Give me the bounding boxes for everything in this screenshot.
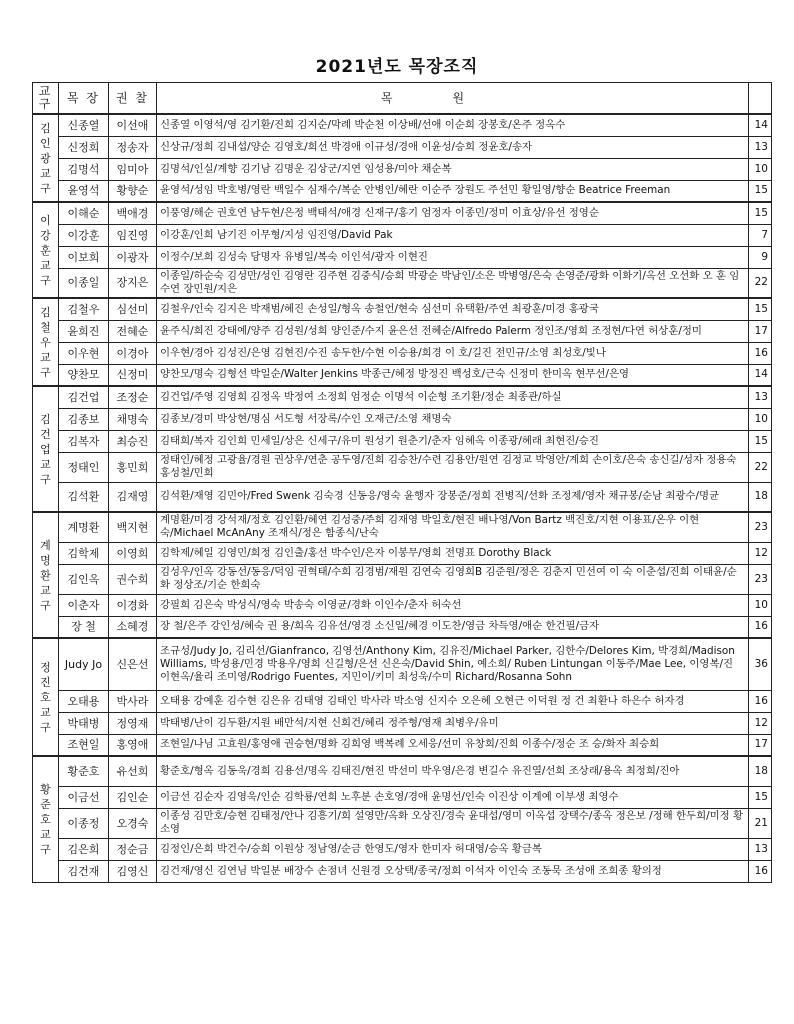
members-cell: 김건업/주영 김영희 김정옥 박정여 소정희 엄정순 이명석 이순형 조기환/정순 최종관/하실	[157, 386, 749, 408]
members-cell: 이풍영/해순 권호연 남두현/은정 백태석/애경 신재구/홍기 엄정자 이종민/정미 이효상/유선 정영순	[157, 202, 749, 224]
elder-cell: 정송자	[109, 136, 157, 158]
table-row	[33, 616, 772, 638]
district-name	[33, 638, 59, 756]
members-cell: 정태인/혜정 고광율/경원 권상우/연춘 공두영/진희 김승찬/수련 김용안/원연 김정교 박영안/계희 손이호/은숙 송신길/성자 정용숙 홍성철/민희	[157, 452, 749, 482]
members-cell: 조현일/나님 고효원/홍영애 권승현/명화 김희영 백복례 오세응/선미 유창희/진희 이종수/정순 조 승/화자 최승희	[157, 734, 749, 756]
elder-cell: 정순금	[109, 838, 157, 860]
elder-cell: 권수희	[109, 564, 157, 594]
table-row	[33, 180, 772, 202]
elder-cell: 조정순	[109, 386, 157, 408]
count-cell: 17	[749, 734, 772, 756]
members-cell: 이강훈/인희 남기진 이무형/지성 임진영/David Pak	[157, 224, 749, 246]
elder-cell: 심선미	[109, 298, 157, 320]
pastor-cell: 이강훈	[59, 224, 109, 246]
district-name	[33, 298, 59, 386]
header-row	[33, 83, 772, 115]
header-district: 교구	[33, 83, 59, 115]
table-row	[33, 364, 772, 386]
count-cell: 10	[749, 594, 772, 616]
count-cell: 13	[749, 838, 772, 860]
elder-cell: 임진영	[109, 224, 157, 246]
table-row	[33, 136, 772, 158]
table-row	[33, 860, 772, 882]
district-label: 계명환 교구	[40, 538, 51, 612]
table-row	[33, 638, 772, 690]
district-label: 김철우 교구	[40, 305, 51, 379]
pastor-cell: 김석환	[59, 482, 109, 512]
district-label: 황준호 교구	[40, 782, 51, 856]
members-cell: 양찬모/명숙 김형선 박일순/Walter Jenkins 박종근/혜정 방정진 백성호/근숙 신정미 한미옥 현무선/은영	[157, 364, 749, 386]
elder-cell: 이영희	[109, 542, 157, 564]
elder-cell: 장지은	[109, 268, 157, 298]
pastor-cell: 신정희	[59, 136, 109, 158]
pastor-cell: 이금선	[59, 786, 109, 808]
district-label: 김건업 교구	[40, 412, 51, 486]
members-cell: 김종보/경미 박상현/명심 서도형 서장록/수인 오재근/소영 채명숙	[157, 408, 749, 430]
pastor-cell: 박태병	[59, 712, 109, 734]
pastor-cell: Judy Jo	[59, 638, 109, 690]
table-row	[33, 298, 772, 320]
elder-cell: 신은선	[109, 638, 157, 690]
pastor-cell: 이종일	[59, 268, 109, 298]
members-cell: 윤영석/성임 박호병/영란 백일수 심재수/복순 안병인/혜란 이순주 장원도 주선민 황일영/향순 Beatrice Freeman	[157, 180, 749, 202]
count-cell: 23	[749, 564, 772, 594]
elder-cell: 이경아	[109, 342, 157, 364]
pastor-cell: 김철우	[59, 298, 109, 320]
table-row	[33, 114, 772, 136]
pastor-cell: 이해순	[59, 202, 109, 224]
elder-cell: 김인순	[109, 786, 157, 808]
count-cell: 18	[749, 756, 772, 786]
members-cell: 오태용 강예훈 김수현 김은유 김태영 김태인 박사라 박소영 신지수 오은혜 오현근 이덕원 정 건 최환나 하은수 허자경	[157, 690, 749, 712]
members-cell: 장 철/은주 강인성/혜숙 권 용/희옥 김유선/영경 소신일/혜경 이도찬/영금 차득영/애순 한건필/금자	[157, 616, 749, 638]
count-cell: 23	[749, 512, 772, 542]
table-row	[33, 734, 772, 756]
table-row	[33, 690, 772, 712]
pastor-cell: 황준호	[59, 756, 109, 786]
pastor-cell: 정태인	[59, 452, 109, 482]
count-cell: 10	[749, 408, 772, 430]
members-cell: 김성우/인옥 강동선/동응/덕임 권혁태/수희 김경범/재원 김연숙 김영희B 김준원/정은 김춘지 민선여 이 숙 이춘섭/진희 이태윤/순화 정상조/기순 한희숙	[157, 564, 749, 594]
count-cell: 15	[749, 202, 772, 224]
count-cell: 7	[749, 224, 772, 246]
members-cell: 이우현/경아 김성진/은영 김현진/수진 송두한/수현 이승용/희경 이 호/길진 전민규/소영 최성호/빛나	[157, 342, 749, 364]
table-row	[33, 756, 772, 786]
members-cell: 김철우/인숙 김지은 박재범/혜진 손성일/형옥 송철언/현숙 심선미 유택환/주연 최광훈/미경 홍광국	[157, 298, 749, 320]
count-cell: 12	[749, 712, 772, 734]
page-title: 2021년도 목장조직	[315, 57, 479, 77]
count-cell: 16	[749, 616, 772, 638]
elder-cell: 전혜순	[109, 320, 157, 342]
members-cell: 김명석/인실/계향 김기남 김명운 김상군/지연 임성용/미아 채순복	[157, 158, 749, 180]
table-row	[33, 808, 772, 838]
members-cell: 황준호/형옥 김동욱/경희 김용선/명옥 김태진/현진 박선미 박우영/은경 변길수 유진열/선희 조상래/용옥 최정희/진아	[157, 756, 749, 786]
pastor-cell: 김학제	[59, 542, 109, 564]
elder-cell: 이광자	[109, 246, 157, 268]
count-cell: 13	[749, 386, 772, 408]
count-cell: 15	[749, 298, 772, 320]
members-cell: 박태병/난이 김두환/지원 배만석/지현 신희건/혜리 정주형/영재 최병우/유미	[157, 712, 749, 734]
table-row	[33, 838, 772, 860]
table-row	[33, 542, 772, 564]
district-name	[33, 756, 59, 882]
count-cell: 13	[749, 136, 772, 158]
members-cell: 이금선 김순자 김영욱/인순 김학룡/연희 노후분 손호영/경애 윤명선/인숙 이진상 이계예 이부생 최영수	[157, 786, 749, 808]
count-cell: 14	[749, 364, 772, 386]
count-cell: 15	[749, 786, 772, 808]
table-row	[33, 386, 772, 408]
elder-cell: 이경화	[109, 594, 157, 616]
members-cell: 신상규/정희 김내섭/양순 김영호/희선 박경애 이규성/경애 이윤성/승희 정윤호/송자	[157, 136, 749, 158]
count-cell: 15	[749, 180, 772, 202]
organization-table	[32, 82, 772, 883]
pastor-cell: 양찬모	[59, 364, 109, 386]
members-cell: 조규성/Judy Jo, 김리선/Gianfranco, 김영선/Anthony Kim, 김유진/Michael Parker, 김한수/Delores Kim, 박경희/Madison Williams, 박성용/민경 박용우/영희 신길형/은선 신은숙/David Shin, 예소희/ Ruben Lintungan 이동주/Mae Lee, 이영복/진 이현옥/율리 조미영/Rodrigo Fuentes, 지민이/키미 최성욱/수미 Richard/Rosanna Sohn	[157, 638, 749, 690]
elder-cell: 박사라	[109, 690, 157, 712]
header-count	[749, 83, 772, 115]
count-cell: 22	[749, 268, 772, 298]
elder-cell: 임미아	[109, 158, 157, 180]
elder-cell: 홍민희	[109, 452, 157, 482]
count-cell: 18	[749, 482, 772, 512]
header-elder: 권 찰	[109, 83, 157, 115]
header-pastor: 목 장	[59, 83, 109, 115]
table-row	[33, 246, 772, 268]
table-row	[33, 512, 772, 542]
pastor-cell: 오태용	[59, 690, 109, 712]
members-cell: 김정인/은희 박건수/승희 이원상 정남영/순금 한영도/영자 한미자 허대영/승옥 황금복	[157, 838, 749, 860]
table-row	[33, 482, 772, 512]
elder-cell: 이선애	[109, 114, 157, 136]
count-cell: 14	[749, 114, 772, 136]
pastor-cell: 이종정	[59, 808, 109, 838]
count-cell: 22	[749, 452, 772, 482]
header-members: 목원	[157, 83, 749, 115]
count-cell: 16	[749, 690, 772, 712]
district-label: 정진호 교구	[40, 660, 51, 734]
table-row	[33, 594, 772, 616]
elder-cell: 백지현	[109, 512, 157, 542]
members-cell: 김태희/복자 김인희 민세일/상은 신세구/유미 원성기 원춘기/춘자 임혜옥 이종광/혜래 최현진/승진	[157, 430, 749, 452]
members-cell: 김학제/혜일 김영민/희정 김인출/홍선 박수인/은자 이봉무/영희 전명표 Dorothy Black	[157, 542, 749, 564]
district-label: 김인광 교구	[40, 121, 51, 195]
pastor-cell: 윤영석	[59, 180, 109, 202]
pastor-cell: 이보희	[59, 246, 109, 268]
table-row	[33, 158, 772, 180]
table-row	[33, 564, 772, 594]
members-cell: 김건재/영신 김연님 박일분 배장수 손점녀 신원경 오상택/종국/정희 이석자 이인숙 조동묵 조성애 조희종 황의정	[157, 860, 749, 882]
table-body	[33, 114, 772, 882]
elder-cell: 채명숙	[109, 408, 157, 430]
pastor-cell: 계명환	[59, 512, 109, 542]
elder-cell: 김재영	[109, 482, 157, 512]
pastor-cell: 김명석	[59, 158, 109, 180]
elder-cell: 소혜경	[109, 616, 157, 638]
count-cell: 36	[749, 638, 772, 690]
elder-cell: 오경숙	[109, 808, 157, 838]
district-name	[33, 512, 59, 638]
pastor-cell: 신종열	[59, 114, 109, 136]
count-cell: 16	[749, 860, 772, 882]
table-row	[33, 342, 772, 364]
count-cell: 16	[749, 342, 772, 364]
members-cell: 이종성 김만호/승현 김태정/안나 김흥기/희 설영만/옥화 오상진/경숙 윤대섭/영미 이옥섭 장택수/종옥 정은보 /정해 한두희/미정 황소영	[157, 808, 749, 838]
pastor-cell: 장 철	[59, 616, 109, 638]
table-row	[33, 712, 772, 734]
district-label: 이강훈 교구	[40, 213, 51, 287]
pastor-cell: 김건업	[59, 386, 109, 408]
table-row	[33, 320, 772, 342]
district-name	[33, 202, 59, 298]
elder-cell: 황향순	[109, 180, 157, 202]
table-row	[33, 430, 772, 452]
count-cell: 9	[749, 246, 772, 268]
pastor-cell: 윤희진	[59, 320, 109, 342]
members-cell: 신종열 이영석/영 김기환/진희 김지순/막례 박순천 이상배/선애 이순희 장봉호/온주 정옥수	[157, 114, 749, 136]
pastor-cell: 김인옥	[59, 564, 109, 594]
elder-cell: 김영신	[109, 860, 157, 882]
members-cell: 계명환/미경 강석재/정호 김인환/혜연 김성중/주희 김재영 박일호/현진 배나영/Von Bartz 백진호/지현 이용표/온우 이현숙/Michael McAnAny 조재식/정은 함종식/난숙	[157, 512, 749, 542]
elder-cell: 신정미	[109, 364, 157, 386]
count-cell: 10	[749, 158, 772, 180]
table-row	[33, 452, 772, 482]
pastor-cell: 조현일	[59, 734, 109, 756]
table-row	[33, 408, 772, 430]
pastor-cell: 김은희	[59, 838, 109, 860]
count-cell: 21	[749, 808, 772, 838]
members-cell: 이종일/하순숙 김성만/성인 김영란 김주현 김중식/승희 박광순 박남인/소은 박병영/은숙 손영준/광화 이화기/옥선 오선화 오 훈 임수연 장민원/지은	[157, 268, 749, 298]
count-cell: 17	[749, 320, 772, 342]
members-cell: 강필희 김은숙 박성식/영숙 박송숙 이영균/경화 이인수/춘자 허숙선	[157, 594, 749, 616]
table-row	[33, 786, 772, 808]
pastor-cell: 김건재	[59, 860, 109, 882]
elder-cell: 유선희	[109, 756, 157, 786]
table-row	[33, 268, 772, 298]
table-row	[33, 202, 772, 224]
district-name	[33, 114, 59, 202]
elder-cell: 정영재	[109, 712, 157, 734]
members-cell: 김석환/재영 김민아/Fred Swenk 김숙경 신동응/영숙 윤행자 장봉준/정희 전병직/선화 조정제/영자 채규봉/순남 최광수/명균	[157, 482, 749, 512]
district-name	[33, 386, 59, 512]
members-cell: 윤주식/희진 강태예/양주 김성원/성희 양인준/수지 윤은선 전혜순/Alfredo Palerm 정인조/영희 조정현/다연 허상훈/정미	[157, 320, 749, 342]
elder-cell: 백애경	[109, 202, 157, 224]
pastor-cell: 김복자	[59, 430, 109, 452]
count-cell: 15	[749, 430, 772, 452]
table-row	[33, 224, 772, 246]
count-cell: 12	[749, 542, 772, 564]
pastor-cell: 이우현	[59, 342, 109, 364]
elder-cell: 홍영애	[109, 734, 157, 756]
pastor-cell: 이춘자	[59, 594, 109, 616]
members-cell: 이정수/보희 김성숙 당명자 유병일/복숙 이인석/광자 이현진	[157, 246, 749, 268]
pastor-cell: 김종보	[59, 408, 109, 430]
elder-cell: 최승진	[109, 430, 157, 452]
